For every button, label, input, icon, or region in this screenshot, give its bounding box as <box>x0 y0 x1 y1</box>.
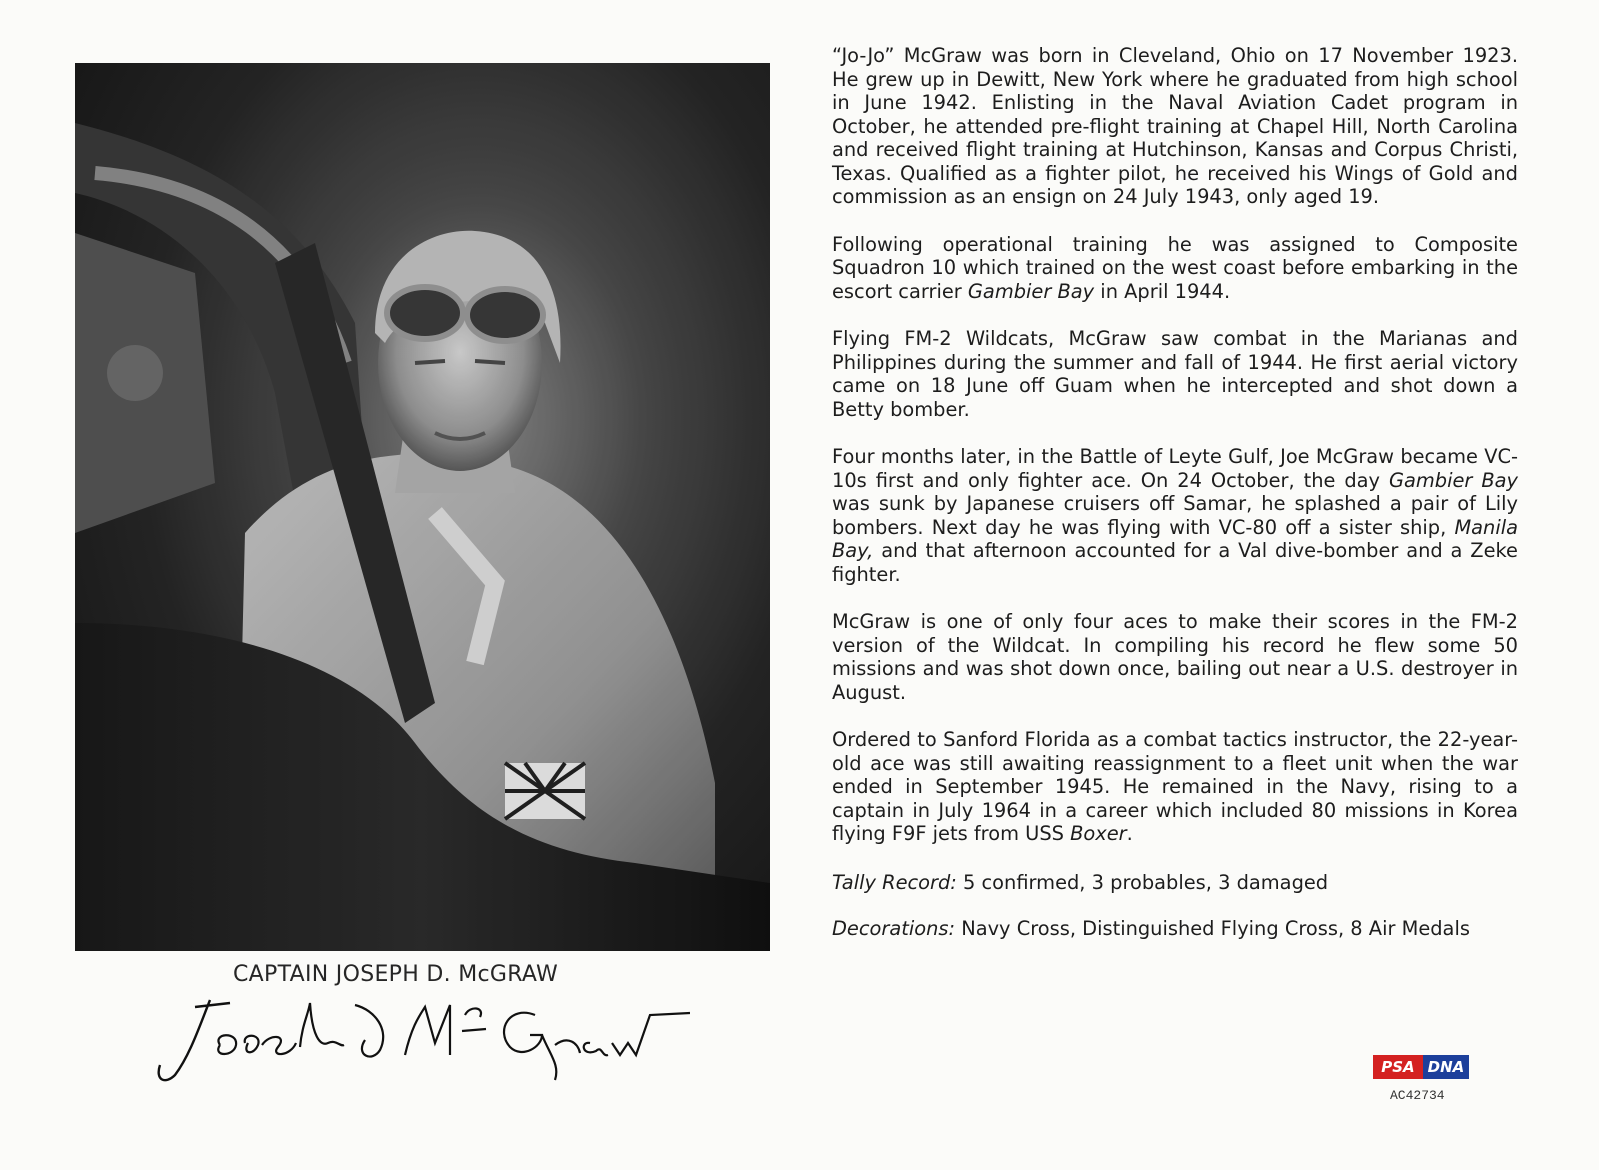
certificate-number: AC42734 <box>1390 1088 1445 1103</box>
pilot-photo-illustration <box>75 63 770 951</box>
psa-logo-text: PSA <box>1373 1055 1423 1079</box>
bio-paragraph-3: Flying FM-2 Wildcats, McGraw saw combat in the Marianas and Philippines during the summer and fall of 1944. He first aerial victory came on 18 June off Guam when he intercepted and shot down a Betty bomber. <box>832 327 1518 421</box>
dna-logo-text: DNA <box>1423 1055 1469 1079</box>
bio-paragraph-6: Ordered to Sanford Florida as a combat tactics instructor, the 22-year-old ace was still awaiting reassignment to a fleet unit when the war ended in September 1945. He remained in the Navy, rising to a captain in July 1964 in a career which included 80 missions in Korea flying F9F jets from USS Boxer. <box>832 728 1518 845</box>
photo-caption: CAPTAIN JOSEPH D. McGRAW <box>233 962 559 987</box>
pilot-photo <box>75 63 770 951</box>
decorations-label: Decorations: <box>832 916 956 940</box>
bio-paragraph-5: McGraw is one of only four aces to make their scores in the FM-2 version of the Wildcat. In compiling his record he flew some 50 missions and was shot down once, bailing out near a U.S. destroyer in August. <box>832 610 1518 704</box>
bio-paragraph-2: Following operational training he was assigned to Composite Squadron 10 which trained on the west coast before embarking in the escort carrier Gambier Bay in April 1944. <box>832 232 1518 303</box>
psa-dna-logo <box>1373 1055 1469 1079</box>
bio-paragraph-4: Four months later, in the Battle of Leyte Gulf, Joe McGraw became VC-10s first and only fighter ace. On 24 October, the day Gambier Bay was sunk by Japanese cruisers off Samar, he splashed a pair of Lily bombers. Next day he was flying with VC-80 off a sister ship, Manila Bay, and that afternoon accounted for a Val dive-bomber and a Zeke fighter. <box>832 445 1518 586</box>
biography <box>832 44 1518 962</box>
decorations-value: Navy Cross, Distinguished Flying Cross, 8 Air Medals <box>955 916 1470 940</box>
tally-label: Tally Record: <box>832 870 957 894</box>
decorations <box>832 916 1518 942</box>
handwritten-signature <box>150 985 690 1095</box>
tally-value: 5 confirmed, 3 probables, 3 damaged <box>956 870 1329 894</box>
tally-record <box>832 870 1518 896</box>
bio-paragraph-1: “Jo-Jo” McGraw was born in Cleveland, Ohio on 17 November 1923. He grew up in Dewitt, New York where he graduated from high school in June 1942. Enlisting in the Naval Aviation Cadet program in October, he attended pre-flight training at Chapel Hill, North Carolina and received flight training at Hutchinson, Kansas and Corpus Christi, Texas. Qualified as a fighter pilot, he received his Wings of Gold and commission as an ensign on 24 July 1943, only aged 19. <box>832 44 1518 208</box>
